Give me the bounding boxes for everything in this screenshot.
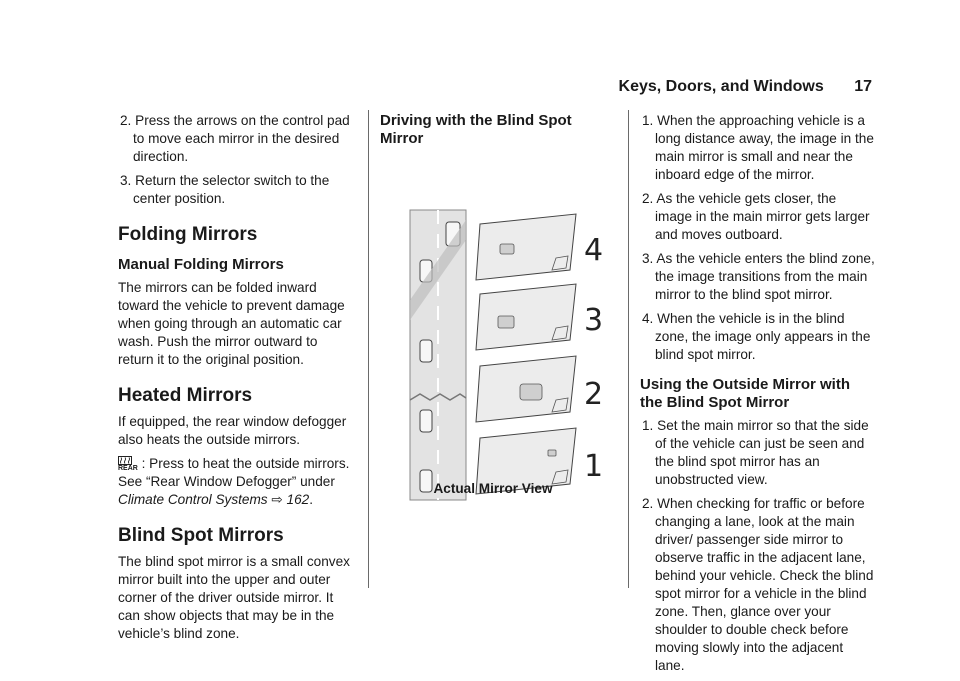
rear-defogger-icon: REAR [118, 456, 138, 472]
driving-blind-spot-heading: Driving with the Blind Spot Mirror [380, 112, 572, 147]
page-ref-arrow-icon: ⇨ [271, 492, 283, 507]
list-item: 1. Set the main mirror so that the side of the vehicle can just be seen and the blind spot mirror has an unobstructed view. [642, 418, 869, 487]
mirror-panels [476, 214, 576, 494]
running-header [619, 78, 872, 96]
column-right [640, 112, 876, 681]
list-item: 3. As the vehicle enters the blind zone, the image transitions from the main mirror to the blind spot mirror. [642, 251, 875, 302]
mirror-steps-list [118, 112, 354, 208]
approach-steps-list [640, 112, 876, 364]
page-ref-number[interactable]: 162 [286, 492, 310, 507]
blind-spot-diagram [380, 160, 606, 484]
list-item: 2. Press the arrows on the control pad to move each mirror in the desired direction. [120, 113, 350, 164]
figure-number: 4 [584, 233, 604, 268]
column-left [118, 112, 354, 649]
column-divider [368, 110, 369, 588]
section-title: Keys, Doors, and Windows [618, 78, 824, 95]
list-item: 2. When checking for traffic or before changing a lane, look at the main driver/ passenger side mirror to observe traffic in the adjacent lane, behind your vehicle. Check the blind spot mirror for a vehicle in the blind zone. Then, glance over your shoulder to double check before moving slowly into the adjacent lane. [642, 496, 874, 673]
manual-folding-text: The mirrors can be folded inward toward the vehicle to prevent damage when going through an automatic car wash. Push the mirror outward to return it to the original position. [118, 280, 345, 367]
climate-control-link[interactable]: Climate Control Systems [118, 492, 268, 507]
figure-number: 1 [584, 449, 604, 484]
page-number: 17 [854, 78, 872, 95]
folding-mirrors-heading: Folding Mirrors [118, 224, 258, 245]
list-item: 3. Return the selector switch to the center position. [120, 173, 330, 206]
list-item: 2. As the vehicle gets closer, the image in the main mirror gets larger and moves outboard. [642, 191, 870, 242]
manual-folding-heading: Manual Folding Mirrors [118, 256, 284, 273]
column-divider [628, 110, 629, 588]
list-item: 4. When the vehicle is in the blind zone, the image only appears in the blind spot mirror. [642, 311, 871, 362]
list-item: 1. When the approaching vehicle is a long distance away, the image in the main mirror is small and near the inboard edge of the mirror. [642, 113, 874, 182]
defogger-paragraph: REAR : Press to heat the outside mirrors. See “Rear Window Defogger” under Climate Control Systems ⇨ 162. [118, 456, 350, 507]
column-middle [380, 112, 606, 498]
figure-caption: Actual Mirror View [433, 481, 553, 496]
figure-number: 3 [584, 303, 604, 338]
outside-mirror-heading: Using the Outside Mirror with the Blind Spot Mirror [640, 376, 851, 411]
blind-spot-text: The blind spot mirror is a small convex mirror built into the upper and outer corner of the driver outside mirror. It can show objects that may be in the vehicle’s blind zone. [118, 554, 350, 641]
heated-mirrors-text: If equipped, the rear window defogger also heats the outside mirrors. [118, 414, 347, 447]
heated-mirrors-heading: Heated Mirrors [118, 385, 253, 406]
blind-spot-mirrors-heading: Blind Spot Mirrors [118, 525, 284, 546]
figure-number: 2 [584, 377, 604, 412]
outside-mirror-steps-list [640, 417, 876, 675]
